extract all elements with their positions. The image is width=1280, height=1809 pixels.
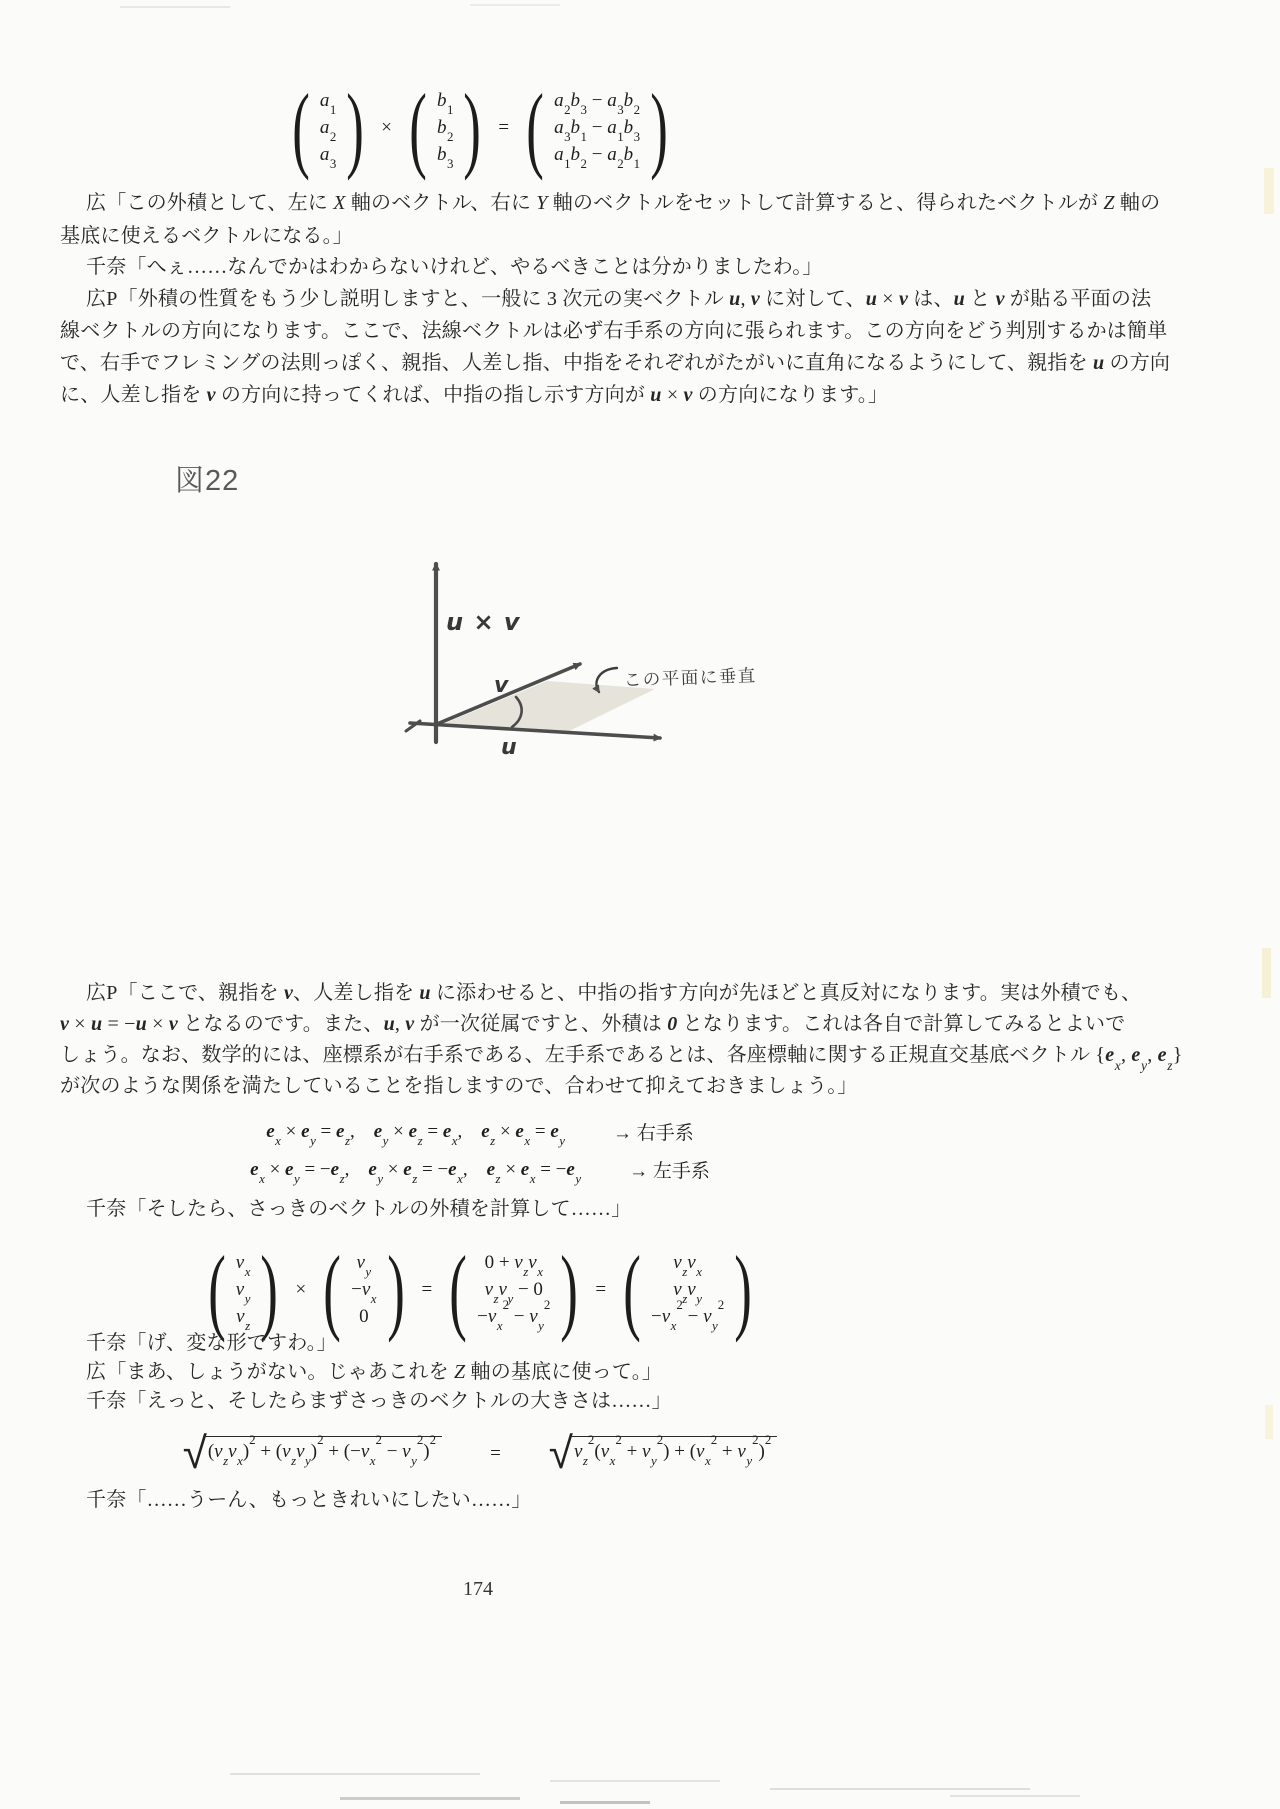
dialogue-line-hirop-1c: で、右手でフレミングの法則っぽく、親指、人差し指、中指をそれぞれがたがいに直角になるようにして、親指を u の方向 — [60, 352, 1171, 374]
result-matrix — [519, 74, 675, 181]
scan-artifact — [950, 1795, 1080, 1797]
left-paren: ( — [292, 74, 310, 181]
right-hand-equations: $e_x \times e_y = e_z$, $e_y \times e_z = e_x$, $e_z \times e_x = e_y$ — [266, 1120, 565, 1148]
dialogue-line-hiro-2: 広「まあ、しょうがない。じゃあこれを Z 軸の基底に使って。」 — [86, 1361, 663, 1383]
right-paren: ) — [560, 1236, 579, 1343]
intermediate-matrix — [442, 1236, 585, 1343]
scan-artifact — [470, 4, 560, 6]
matrix-entry: $v_z$ — [236, 1306, 251, 1334]
matrix-entry: $a_1$ — [319, 90, 337, 118]
radical-sign: √ — [548, 1428, 573, 1479]
left-paren: ( — [208, 1236, 226, 1343]
matrix-entry: $v_x$ — [235, 1252, 251, 1280]
scan-artifact — [340, 1797, 520, 1800]
matrix-entry: $0 + v_zv_x$ — [484, 1252, 543, 1280]
scan-artifact — [550, 1780, 720, 1782]
left-hand-equations: $e_x \times e_y = -e_z$, $e_y \times e_z = -e_x$, $e_z \times e_x = -e_y$ — [250, 1158, 582, 1186]
dialogue-line-china-3: 千奈「げ、変な形ですわ。」 — [86, 1332, 337, 1354]
dialogue-line-hiro-1b: 基底に使えるベクトルになる。」 — [60, 225, 353, 247]
scan-artifact — [1265, 1405, 1273, 1439]
right-hand-label: → 右手系 — [612, 1123, 694, 1144]
vector-norm-formula — [60, 1428, 900, 1479]
matrix-entry: $a_3b_1 - a_1b_3$ — [554, 117, 641, 145]
right-paren: ) — [386, 1236, 405, 1343]
left-paren: ( — [409, 74, 427, 181]
vector-matrix — [316, 1236, 411, 1343]
right-paren: ) — [463, 74, 482, 181]
matrix-entry: $v_y$ — [235, 1279, 251, 1307]
dialogue-line-hirop-1d: に、人差し指を v の方向に持ってくれば、中指の指し示す方向が u × v の方向になります。」 — [60, 384, 889, 406]
plane-annotation: この平面に垂直 — [623, 666, 758, 691]
right-paren: ) — [346, 74, 365, 181]
dialogue-line-china-5: 千奈「……うーん、もっときれいにしたい……」 — [86, 1489, 532, 1511]
matrix-entry: $a_1b_2 - a_2b_1$ — [554, 144, 641, 172]
dialogue-line-china-2: 千奈「そしたら、さっきのベクトルの外積を計算して……」 — [86, 1198, 632, 1220]
radical-sign: √ — [182, 1428, 207, 1479]
cross-product-definition-formula — [60, 74, 900, 181]
matrix-entry: $-v_x^2 - v_y^2$ — [651, 1297, 725, 1334]
sqrt-lhs-content: $(v_zv_x)^2 + (v_zv_y)^2 + (-v_x^2 - v_y^2)^2$ — [204, 1436, 442, 1463]
equals-operator: = — [490, 1443, 501, 1464]
left-paren: ( — [623, 1236, 641, 1343]
vector-a-matrix — [285, 74, 371, 181]
matrix-entry: $v_zv_x$ — [673, 1252, 702, 1280]
matrix-entry: $-v_x$ — [351, 1279, 377, 1307]
times-operator: × — [295, 1279, 307, 1300]
matrix-entry: $a_3$ — [319, 144, 337, 172]
matrix-entry: 0 — [359, 1306, 369, 1327]
u-label: u — [501, 735, 517, 760]
vector-matrix — [201, 1236, 286, 1343]
vector-b-matrix — [402, 74, 488, 181]
matrix-entry: $v_y$ — [356, 1252, 372, 1280]
uxv-label: u × v — [446, 608, 521, 636]
result-matrix — [616, 1236, 759, 1343]
left-paren: ( — [526, 74, 544, 181]
equals-operator: = — [595, 1279, 607, 1300]
sqrt-rhs — [548, 1428, 778, 1479]
v-label: v — [494, 673, 509, 698]
dialogue-line-hirop-2a: 広P「ここで、親指を v、人差し指を u に添わせると、中指の指す方向が先ほどと真反対になります。実は外積でも、 — [86, 982, 1142, 1004]
times-operator: × — [381, 117, 393, 138]
equals-operator: = — [498, 117, 510, 138]
handedness-left-formula — [60, 1156, 900, 1186]
matrix-entry: $v_zv_y$ — [673, 1279, 702, 1307]
matrix-entry: $a_2b_3 - a_3b_2$ — [554, 90, 641, 118]
scan-artifact — [120, 6, 230, 8]
dialogue-line-china-4: 千奈「えっと、そしたらまずさっきのベクトルの大きさは……」 — [86, 1390, 672, 1412]
scan-artifact — [1262, 948, 1271, 998]
dialogue-line-hirop-2d: が次のような関係を満たしていることを指しますので、合わせて抑えておきましょう。」 — [60, 1075, 858, 1097]
matrix-entry: $a_2$ — [319, 117, 337, 145]
figure-22-diagram — [350, 540, 810, 810]
matrix-entry: $b_2$ — [436, 117, 454, 145]
figure-22-label: 図22 — [175, 465, 240, 497]
matrix-entry: $-v_x^2 - v_y^2$ — [477, 1297, 551, 1334]
scan-artifact — [770, 1788, 1030, 1790]
matrix-entry: $b_1$ — [436, 90, 454, 118]
right-paren: ) — [734, 1236, 752, 1343]
right-paren: ) — [650, 74, 668, 181]
page-number: 174 — [463, 1578, 493, 1600]
dialogue-line-hirop-2c: しょう。なお、数学的には、座標系が右手系である、左手系であるとは、各座標軸に関する正規直交基底ベクトル {$e_x$, $e_y$, $e_z$} — [60, 1044, 1183, 1073]
sqrt-rhs-content: $v_z^2(v_x^2 + v_y^2) + (v_x^2 + v_y^2)^2$ — [570, 1436, 777, 1463]
matrix-entry: $v_zv_y - 0$ — [484, 1279, 543, 1307]
matrix-entry: $b_3$ — [436, 144, 454, 172]
scan-artifact — [560, 1801, 650, 1804]
left-hand-label: → 左手系 — [629, 1161, 710, 1182]
dialogue-line-hirop-2b: v × u = −u × v となるのです。また、u, v が一次従属ですと、外積は 0 となります。これは各自で計算してみるとよいで — [60, 1013, 1126, 1035]
left-paren: ( — [323, 1236, 341, 1343]
equals-operator: = — [421, 1279, 433, 1300]
scan-artifact — [1264, 168, 1274, 214]
dialogue-line-hirop-1a: 広P「外積の性質をもう少し説明しますと、一般に 3 次元の実ベクトル u, v に対して、u × v は、u と v が貼る平面の法 — [86, 288, 1152, 310]
sqrt-lhs — [182, 1428, 442, 1479]
dialogue-line-china-1: 千奈「へぇ……なんでかはわからないけれど、やるべきことは分かりましたわ。」 — [86, 256, 823, 278]
dialogue-line-hiro-1a: 広「この外積として、左に X 軸のベクトル、右に Y 軸のベクトルをセットして計算すると、得られたベクトルが Z 軸の — [86, 192, 1161, 214]
left-paren: ( — [449, 1236, 467, 1343]
dialogue-line-hirop-1b: 線ベクトルの方向になります。ここで、法線ベクトルは必ず右手系の方向に張られます。この方向をどう判別するかは簡単 — [60, 320, 1168, 342]
scan-artifact — [230, 1773, 480, 1775]
handedness-right-formula — [60, 1118, 900, 1148]
right-paren: ) — [260, 1236, 279, 1343]
